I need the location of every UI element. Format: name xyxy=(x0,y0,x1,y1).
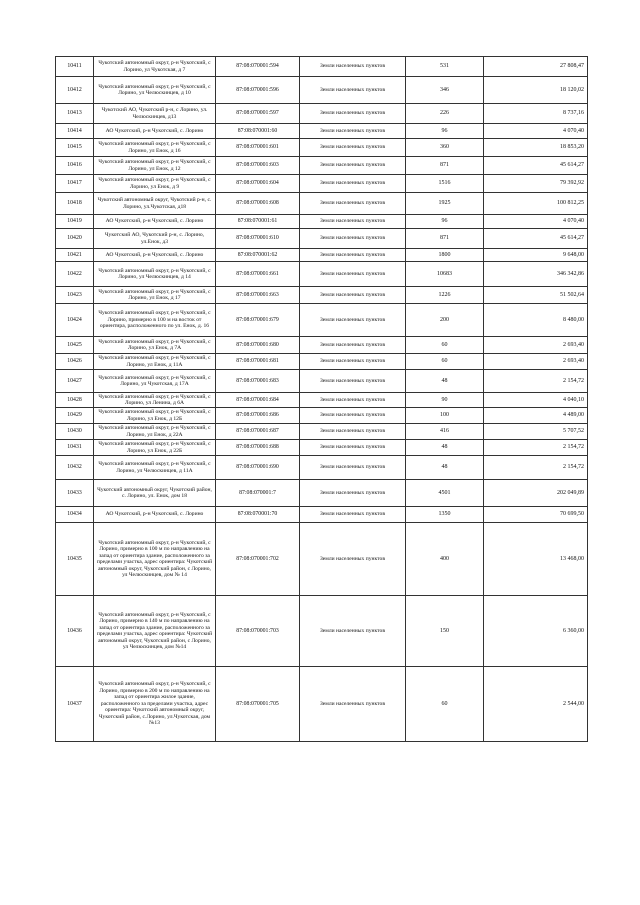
row-cadastral-number: 87:08:070001:703 xyxy=(216,596,300,667)
row-area: 1800 xyxy=(406,249,484,262)
table-row xyxy=(56,104,588,124)
table-row xyxy=(56,77,588,104)
row-number: 10421 xyxy=(56,249,94,262)
row-cadastral-number: 87:08:070001:679 xyxy=(216,304,300,337)
row-number: 10420 xyxy=(56,229,94,249)
row-area: 226 xyxy=(406,104,484,124)
row-land-category: Земли населенных пунктов xyxy=(300,354,406,370)
row-cadastral-value: 2 154,72 xyxy=(484,456,588,480)
row-address: Чукотский автономный округ, р-н Чукотский, с Лорино, ул Ленина, д 6А xyxy=(94,393,216,408)
document-page xyxy=(55,56,587,742)
row-area: 400 xyxy=(406,523,484,596)
row-cadastral-value: 13 468,00 xyxy=(484,523,588,596)
row-area: 60 xyxy=(406,667,484,742)
table-row xyxy=(56,354,588,370)
row-cadastral-value: 8 480,00 xyxy=(484,304,588,337)
table-row xyxy=(56,480,588,507)
row-cadastral-value: 2 693,40 xyxy=(484,337,588,354)
row-number: 10427 xyxy=(56,370,94,393)
row-land-category: Земли населенных пунктов xyxy=(300,229,406,249)
row-area: 100 xyxy=(406,408,484,424)
table-row xyxy=(56,596,588,667)
row-cadastral-value: 9 648,00 xyxy=(484,249,588,262)
table-row xyxy=(56,337,588,354)
row-land-category: Земли населенных пунктов xyxy=(300,124,406,139)
row-area: 60 xyxy=(406,354,484,370)
row-number: 10430 xyxy=(56,424,94,440)
row-area: 60 xyxy=(406,337,484,354)
row-address: Чукотский автономный округ, р-н Чукотский, с Лорино, ул Енок, д 16 xyxy=(94,139,216,157)
row-cadastral-value: 2 154,72 xyxy=(484,440,588,456)
row-cadastral-value: 2 154,72 xyxy=(484,370,588,393)
row-number: 10412 xyxy=(56,77,94,104)
row-area: 531 xyxy=(406,57,484,77)
row-cadastral-value: 2 693,40 xyxy=(484,354,588,370)
row-cadastral-number: 87:08:070001:661 xyxy=(216,262,300,287)
table-row xyxy=(56,57,588,77)
row-number: 10411 xyxy=(56,57,94,77)
row-area: 48 xyxy=(406,456,484,480)
row-address: Чукотский автономный округ, р-н Чукотский, с Лорино, ул Енок, д 22Б xyxy=(94,440,216,456)
row-land-category: Земли населенных пунктов xyxy=(300,507,406,523)
table-row xyxy=(56,393,588,408)
row-area: 416 xyxy=(406,424,484,440)
row-cadastral-number: 87:08:070001:690 xyxy=(216,456,300,480)
row-address: АО Чукотский, р-н Чукотский, с. Лорино xyxy=(94,249,216,262)
row-number: 10416 xyxy=(56,157,94,175)
row-land-category: Земли населенных пунктов xyxy=(300,408,406,424)
row-cadastral-value: 18 120,02 xyxy=(484,77,588,104)
table-row xyxy=(56,262,588,287)
row-area: 871 xyxy=(406,157,484,175)
row-cadastral-number: 87:08:070001:594 xyxy=(216,57,300,77)
row-number: 10426 xyxy=(56,354,94,370)
row-cadastral-value: 100 812,25 xyxy=(484,193,588,215)
row-cadastral-value: 4 070,40 xyxy=(484,124,588,139)
row-area: 48 xyxy=(406,370,484,393)
row-address: Чукотский автономный округ, р-н Чукотский, с Лорино, ул Енок, д 12 xyxy=(94,157,216,175)
table-row xyxy=(56,139,588,157)
row-cadastral-value: 5 707,52 xyxy=(484,424,588,440)
row-number: 10419 xyxy=(56,215,94,229)
row-number: 10429 xyxy=(56,408,94,424)
row-cadastral-value: 70 699,50 xyxy=(484,507,588,523)
row-number: 10428 xyxy=(56,393,94,408)
row-cadastral-value: 79 392,92 xyxy=(484,175,588,193)
row-number: 10422 xyxy=(56,262,94,287)
row-cadastral-number: 87:08:070001:663 xyxy=(216,287,300,304)
row-number: 10424 xyxy=(56,304,94,337)
row-cadastral-number: 87:08:070001:683 xyxy=(216,370,300,393)
row-cadastral-number: 87:08:070001:597 xyxy=(216,104,300,124)
row-cadastral-value: 4 040,10 xyxy=(484,393,588,408)
row-address: Чукотский автономный округ, р-н Чукотский, с Лорино, ул Чукотская, д 17А xyxy=(94,370,216,393)
table-row xyxy=(56,193,588,215)
row-address: Чукотский автономный округ, р-н Чукотский, с Лорино, ул Челюскинцев, д 10 xyxy=(94,77,216,104)
row-cadastral-number: 87:08:070001:681 xyxy=(216,354,300,370)
row-address: Чукотский автономный округ, р-н Чукотский, с Лорино, примерно в 100 м по направлению на запад от ориентира здание, расположенного за пределами участка, адрес ориентира: Чукотский автономный округ, Чукотский район, с Лорино, ул Челюскинцев, дом № 14 xyxy=(94,523,216,596)
row-cadastral-value: 45 614,27 xyxy=(484,157,588,175)
table-row xyxy=(56,157,588,175)
row-land-category: Земли населенных пунктов xyxy=(300,456,406,480)
row-address: Чукотский автономный округ, р-н Чукотский, с Лорино, примерно в 100 м на восток от ориентира, расположенного по ул. Енок, д. 16 xyxy=(94,304,216,337)
row-land-category: Земли населенных пунктов xyxy=(300,104,406,124)
row-land-category: Земли населенных пунктов xyxy=(300,440,406,456)
row-land-category: Земли населенных пунктов xyxy=(300,480,406,507)
row-address: Чукотский автономный округ, р-н Чукотский, с Лорино, ул Енок, д 7А xyxy=(94,337,216,354)
table-row xyxy=(56,229,588,249)
row-cadastral-value: 18 853,20 xyxy=(484,139,588,157)
row-cadastral-value: 45 614,27 xyxy=(484,229,588,249)
row-land-category: Земли населенных пунктов xyxy=(300,249,406,262)
row-address: Чукотский автономный округ, р-н Чукотский, с Лорино, ул Челюскинцев, д 11А xyxy=(94,456,216,480)
row-area: 360 xyxy=(406,139,484,157)
row-address: Чукотский автономный округ, Чукотский р-н, с. Лорино, ул.Чукотская, д18 xyxy=(94,193,216,215)
table-row xyxy=(56,667,588,742)
row-address: Чукотский АО, Чукотский р-н, с Лорино, ул. Челюскинцев, д13 xyxy=(94,104,216,124)
row-land-category: Земли населенных пунктов xyxy=(300,57,406,77)
land-plots-table xyxy=(55,56,588,742)
row-number: 10433 xyxy=(56,480,94,507)
row-number: 10414 xyxy=(56,124,94,139)
row-address: Чукотский автономный округ, р-н Чукотский, с Лорино, ул Енок, д 17 xyxy=(94,287,216,304)
row-address: АО Чукотский, р-н Чукотский, с. Лорино xyxy=(94,507,216,523)
row-area: 96 xyxy=(406,215,484,229)
row-area: 1516 xyxy=(406,175,484,193)
row-land-category: Земли населенных пунктов xyxy=(300,215,406,229)
row-area: 346 xyxy=(406,77,484,104)
row-cadastral-number: 87:08:070001:7 xyxy=(216,480,300,507)
row-land-category: Земли населенных пунктов xyxy=(300,175,406,193)
row-address: Чукотский автономный округ, р-н Чукотский, с Лорино, ул Енок, д 11А xyxy=(94,354,216,370)
table-row xyxy=(56,408,588,424)
row-cadastral-number: 87:08:070001:680 xyxy=(216,337,300,354)
row-land-category: Земли населенных пунктов xyxy=(300,304,406,337)
row-land-category: Земли населенных пунктов xyxy=(300,337,406,354)
row-address: Чукотский автономный округ, р-н Чукотский, с Лорино, ул Чукотская, д 7 xyxy=(94,57,216,77)
row-cadastral-number: 87:08:070001:608 xyxy=(216,193,300,215)
row-land-category: Земли населенных пунктов xyxy=(300,157,406,175)
row-number: 10425 xyxy=(56,337,94,354)
row-number: 10434 xyxy=(56,507,94,523)
row-cadastral-value: 346 342,86 xyxy=(484,262,588,287)
row-address: Чукотский автономный округ, р-н Чукотский, с Лорино, ул Енок, д 12Б xyxy=(94,408,216,424)
row-area: 4501 xyxy=(406,480,484,507)
row-cadastral-value: 4 489,00 xyxy=(484,408,588,424)
row-number: 10413 xyxy=(56,104,94,124)
row-cadastral-value: 8 737,16 xyxy=(484,104,588,124)
table-row xyxy=(56,440,588,456)
table-row xyxy=(56,249,588,262)
table-row xyxy=(56,456,588,480)
row-cadastral-number: 87:08:070001:61 xyxy=(216,215,300,229)
table-row xyxy=(56,287,588,304)
row-number: 10436 xyxy=(56,596,94,667)
row-area: 96 xyxy=(406,124,484,139)
row-address: Чукотский автономный округ, р-н Чукотский, с Лорино, ул Челюскинцев, д 14 xyxy=(94,262,216,287)
row-area: 90 xyxy=(406,393,484,408)
row-address: АО Чукотский, р-н Чукотский, с. Лорино xyxy=(94,215,216,229)
table-row xyxy=(56,523,588,596)
row-cadastral-number: 87:08:070001:686 xyxy=(216,408,300,424)
row-land-category: Земли населенных пунктов xyxy=(300,667,406,742)
row-land-category: Земли населенных пунктов xyxy=(300,262,406,287)
row-number: 10431 xyxy=(56,440,94,456)
row-cadastral-number: 87:08:070001:70 xyxy=(216,507,300,523)
row-cadastral-value: 27 808,47 xyxy=(484,57,588,77)
table-row xyxy=(56,124,588,139)
row-number: 10415 xyxy=(56,139,94,157)
table-row xyxy=(56,424,588,440)
row-cadastral-number: 87:08:070001:702 xyxy=(216,523,300,596)
row-address: Чукотский автономный округ, р-н Чукотский, с Лорино, ул Енок, д 9 xyxy=(94,175,216,193)
row-land-category: Земли населенных пунктов xyxy=(300,596,406,667)
row-area: 150 xyxy=(406,596,484,667)
row-number: 10423 xyxy=(56,287,94,304)
row-area: 200 xyxy=(406,304,484,337)
row-area: 871 xyxy=(406,229,484,249)
row-land-category: Земли населенных пунктов xyxy=(300,523,406,596)
row-cadastral-number: 87:08:070001:687 xyxy=(216,424,300,440)
table-row xyxy=(56,370,588,393)
row-cadastral-number: 87:08:070001:596 xyxy=(216,77,300,104)
table-row xyxy=(56,507,588,523)
row-land-category: Земли населенных пунктов xyxy=(300,77,406,104)
row-cadastral-number: 87:08:070001:604 xyxy=(216,175,300,193)
row-area: 10683 xyxy=(406,262,484,287)
row-address: Чукотский автономный округ, р-н Чукотский, с Лорино, ул Енок, д 22А xyxy=(94,424,216,440)
row-cadastral-number: 87:08:070001:60 xyxy=(216,124,300,139)
row-address: Чукотский автономный округ, Чукотский район, с. Лорино, ул. Енок, дом 18 xyxy=(94,480,216,507)
row-number: 10418 xyxy=(56,193,94,215)
row-area: 1925 xyxy=(406,193,484,215)
row-cadastral-number: 87:08:070001:62 xyxy=(216,249,300,262)
row-cadastral-value: 2 544,00 xyxy=(484,667,588,742)
row-address: Чукотский автономный округ, р-н Чукотский, с Лорино, примерно в 200 м по направлению на запад от ориентира жилое здание, расположенного за пределами участка, адрес ориентира: Чукотский автономный округ, Чукотский район, с.Лорино, ул.Чукотская, дом №13 xyxy=(94,667,216,742)
row-land-category: Земли населенных пунктов xyxy=(300,370,406,393)
row-address: АО Чукотский, р-н Чукотский, с. Лорино xyxy=(94,124,216,139)
row-cadastral-value: 202 049,89 xyxy=(484,480,588,507)
row-land-category: Земли населенных пунктов xyxy=(300,193,406,215)
row-land-category: Земли населенных пунктов xyxy=(300,424,406,440)
row-address: Чукотский автономный округ, р-н Чукотский, с Лорино, примерно в 140 м по направлению на запад от ориентира здание, расположенного за пределами участка, адрес ориентира: Чукотский автономный округ, Чукотский район, с Лорино, ул Челюскинцев, дом №14 xyxy=(94,596,216,667)
row-cadastral-number: 87:08:070001:705 xyxy=(216,667,300,742)
row-land-category: Земли населенных пунктов xyxy=(300,139,406,157)
row-cadastral-value: 6 360,00 xyxy=(484,596,588,667)
row-number: 10435 xyxy=(56,523,94,596)
row-cadastral-number: 87:08:070001:603 xyxy=(216,157,300,175)
row-cadastral-value: 51 502,64 xyxy=(484,287,588,304)
table-row xyxy=(56,175,588,193)
row-cadastral-number: 87:08:070001:684 xyxy=(216,393,300,408)
row-number: 10437 xyxy=(56,667,94,742)
table-row xyxy=(56,215,588,229)
row-area: 48 xyxy=(406,440,484,456)
row-address: Чукотский АО, Чукотский р-н, с. Лорино, ул.Енок, д3 xyxy=(94,229,216,249)
row-cadastral-number: 87:08:070001:610 xyxy=(216,229,300,249)
row-land-category: Земли населенных пунктов xyxy=(300,393,406,408)
row-cadastral-number: 87:08:070001:601 xyxy=(216,139,300,157)
table-row xyxy=(56,304,588,337)
row-area: 1226 xyxy=(406,287,484,304)
row-cadastral-value: 4 070,40 xyxy=(484,215,588,229)
row-number: 10432 xyxy=(56,456,94,480)
row-number: 10417 xyxy=(56,175,94,193)
row-land-category: Земли населенных пунктов xyxy=(300,287,406,304)
row-area: 1350 xyxy=(406,507,484,523)
row-cadastral-number: 87:08:070001:688 xyxy=(216,440,300,456)
